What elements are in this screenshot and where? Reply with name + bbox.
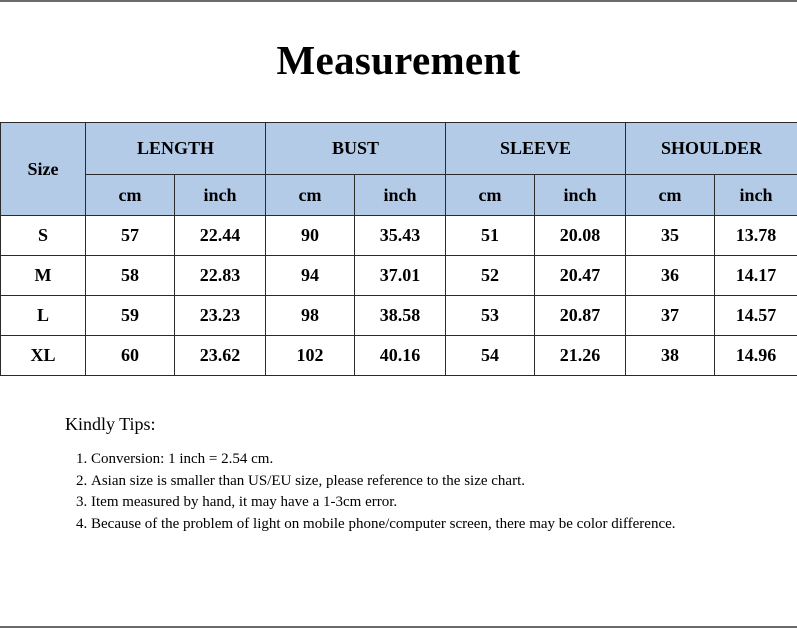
size-cell: M [1, 256, 86, 296]
group-header-sleeve: SLEEVE [446, 123, 626, 175]
page-title: Measurement [276, 37, 521, 83]
size-chart-table [0, 122, 797, 376]
table-cell: 20.47 [535, 256, 626, 296]
tip-item: 2. Asian size is smaller than US/EU size, please reference to the size chart. [91, 471, 765, 493]
table-cell: 51 [446, 216, 535, 256]
table-cell: 40.16 [355, 336, 446, 376]
table-cell: 23.62 [175, 336, 266, 376]
table-cell: 36 [626, 256, 715, 296]
table-row [1, 256, 797, 296]
unit-header-cm: cm [266, 175, 355, 216]
tips-section [65, 414, 765, 535]
size-cell: XL [1, 336, 86, 376]
unit-header-cm: cm [86, 175, 175, 216]
unit-header-cm: cm [446, 175, 535, 216]
table-cell: 52 [446, 256, 535, 296]
table-cell: 54 [446, 336, 535, 376]
table-cell: 38.58 [355, 296, 446, 336]
table-cell: 21.26 [535, 336, 626, 376]
size-cell: S [1, 216, 86, 256]
table-cell: 98 [266, 296, 355, 336]
table-cell: 59 [86, 296, 175, 336]
table-cell: 94 [266, 256, 355, 296]
unit-header-row [1, 175, 797, 216]
table-cell: 38 [626, 336, 715, 376]
table-cell: 20.08 [535, 216, 626, 256]
table-cell: 35.43 [355, 216, 446, 256]
table-cell: 90 [266, 216, 355, 256]
group-header-length: LENGTH [86, 123, 266, 175]
bottom-border-line [0, 626, 797, 628]
tip-item: 1. Conversion: 1 inch = 2.54 cm. [91, 449, 765, 471]
table-cell: 57 [86, 216, 175, 256]
table-cell: 60 [86, 336, 175, 376]
table-cell: 37.01 [355, 256, 446, 296]
size-cell: L [1, 296, 86, 336]
table-cell: 58 [86, 256, 175, 296]
table-cell: 22.44 [175, 216, 266, 256]
tips-list [65, 449, 765, 535]
table-cell: 14.96 [715, 336, 797, 376]
table-cell: 53 [446, 296, 535, 336]
table-cell: 37 [626, 296, 715, 336]
table-cell: 22.83 [175, 256, 266, 296]
unit-header-inch: inch [355, 175, 446, 216]
tip-item: 3. Item measured by hand, it may have a 1-3cm error. [91, 492, 765, 514]
top-border-line [0, 0, 797, 2]
group-header-bust: BUST [266, 123, 446, 175]
unit-header-cm: cm [626, 175, 715, 216]
unit-header-inch: inch [175, 175, 266, 216]
tips-title: Kindly Tips: [65, 414, 156, 434]
table-cell: 35 [626, 216, 715, 256]
table-cell: 20.87 [535, 296, 626, 336]
table-cell: 14.17 [715, 256, 797, 296]
table-cell: 13.78 [715, 216, 797, 256]
group-header-shoulder: SHOULDER [626, 123, 797, 175]
size-column-header: Size [1, 123, 86, 216]
table-row [1, 336, 797, 376]
table-row [1, 216, 797, 256]
group-header-row [1, 123, 797, 175]
table-cell: 102 [266, 336, 355, 376]
unit-header-inch: inch [715, 175, 797, 216]
tip-item: 4. Because of the problem of light on mobile phone/computer screen, there may be color difference. [91, 514, 691, 536]
table-row [1, 296, 797, 336]
table-cell: 14.57 [715, 296, 797, 336]
table-cell: 23.23 [175, 296, 266, 336]
unit-header-inch: inch [535, 175, 626, 216]
